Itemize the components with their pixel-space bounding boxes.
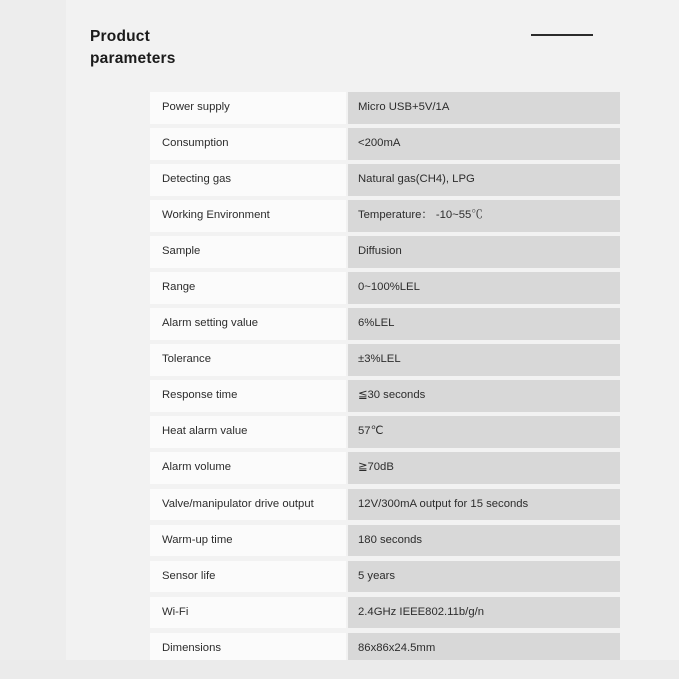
table-row <box>150 236 620 268</box>
table-row <box>150 380 620 412</box>
parameter-value: 6%LEL <box>348 308 620 340</box>
parameter-value: 180 seconds <box>348 525 620 557</box>
parameter-value: Natural gas(CH4), LPG <box>348 164 620 196</box>
table-row <box>150 92 620 124</box>
parameter-label: Sensor life <box>150 561 346 593</box>
table-row <box>150 597 620 629</box>
table-row <box>150 200 620 232</box>
parameter-value: 2.4GHz IEEE802.11b/g/n <box>348 597 620 629</box>
parameter-label: Dimensions <box>150 633 346 665</box>
parameter-value: ≦30 seconds <box>348 380 620 412</box>
page-title <box>90 26 176 71</box>
product-parameters-page <box>66 0 679 660</box>
bottom-margin-strip <box>0 660 679 679</box>
table-row <box>150 416 620 448</box>
parameter-label: Consumption <box>150 128 346 160</box>
parameter-label: Alarm volume <box>150 452 346 484</box>
parameter-label: Range <box>150 272 346 304</box>
table-row <box>150 489 620 521</box>
parameter-value: 57℃ <box>348 416 620 448</box>
parameter-value: 86x86x24.5mm <box>348 633 620 665</box>
table-row <box>150 128 620 160</box>
page-title-line-2: parameters <box>90 50 176 68</box>
parameter-value: Micro USB+5V/1A <box>348 92 620 124</box>
parameter-label: Wi-Fi <box>150 597 346 629</box>
title-rule-divider <box>531 34 593 36</box>
parameter-label: Working Environment <box>150 200 346 232</box>
parameter-label: Power supply <box>150 92 346 124</box>
parameter-label: Response time <box>150 380 346 412</box>
parameter-label: Alarm setting value <box>150 308 346 340</box>
table-row <box>150 164 620 196</box>
parameter-value: <200mA <box>348 128 620 160</box>
table-row <box>150 452 620 484</box>
parameter-value: 5 years <box>348 561 620 593</box>
parameter-label: Sample <box>150 236 346 268</box>
page-title-line-1: Product <box>90 28 150 45</box>
parameter-label: Heat alarm value <box>150 416 346 448</box>
table-row <box>150 561 620 593</box>
parameter-value: ±3%LEL <box>348 344 620 376</box>
parameter-value: Diffusion <box>348 236 620 268</box>
left-margin-strip <box>0 0 66 660</box>
parameter-value: ≧70dB <box>348 452 620 484</box>
table-row <box>150 344 620 376</box>
table-row <box>150 272 620 304</box>
parameter-label: Tolerance <box>150 344 346 376</box>
parameter-label: Detecting gas <box>150 164 346 196</box>
parameters-table <box>150 92 620 669</box>
parameter-label: Warm-up time <box>150 525 346 557</box>
parameter-value: Temperature： -10~55℃ <box>348 200 620 232</box>
table-row <box>150 308 620 340</box>
parameter-label: Valve/manipulator drive output <box>150 489 346 521</box>
table-row <box>150 525 620 557</box>
parameter-value: 0~100%LEL <box>348 272 620 304</box>
parameter-value: 12V/300mA output for 15 seconds <box>348 489 620 521</box>
